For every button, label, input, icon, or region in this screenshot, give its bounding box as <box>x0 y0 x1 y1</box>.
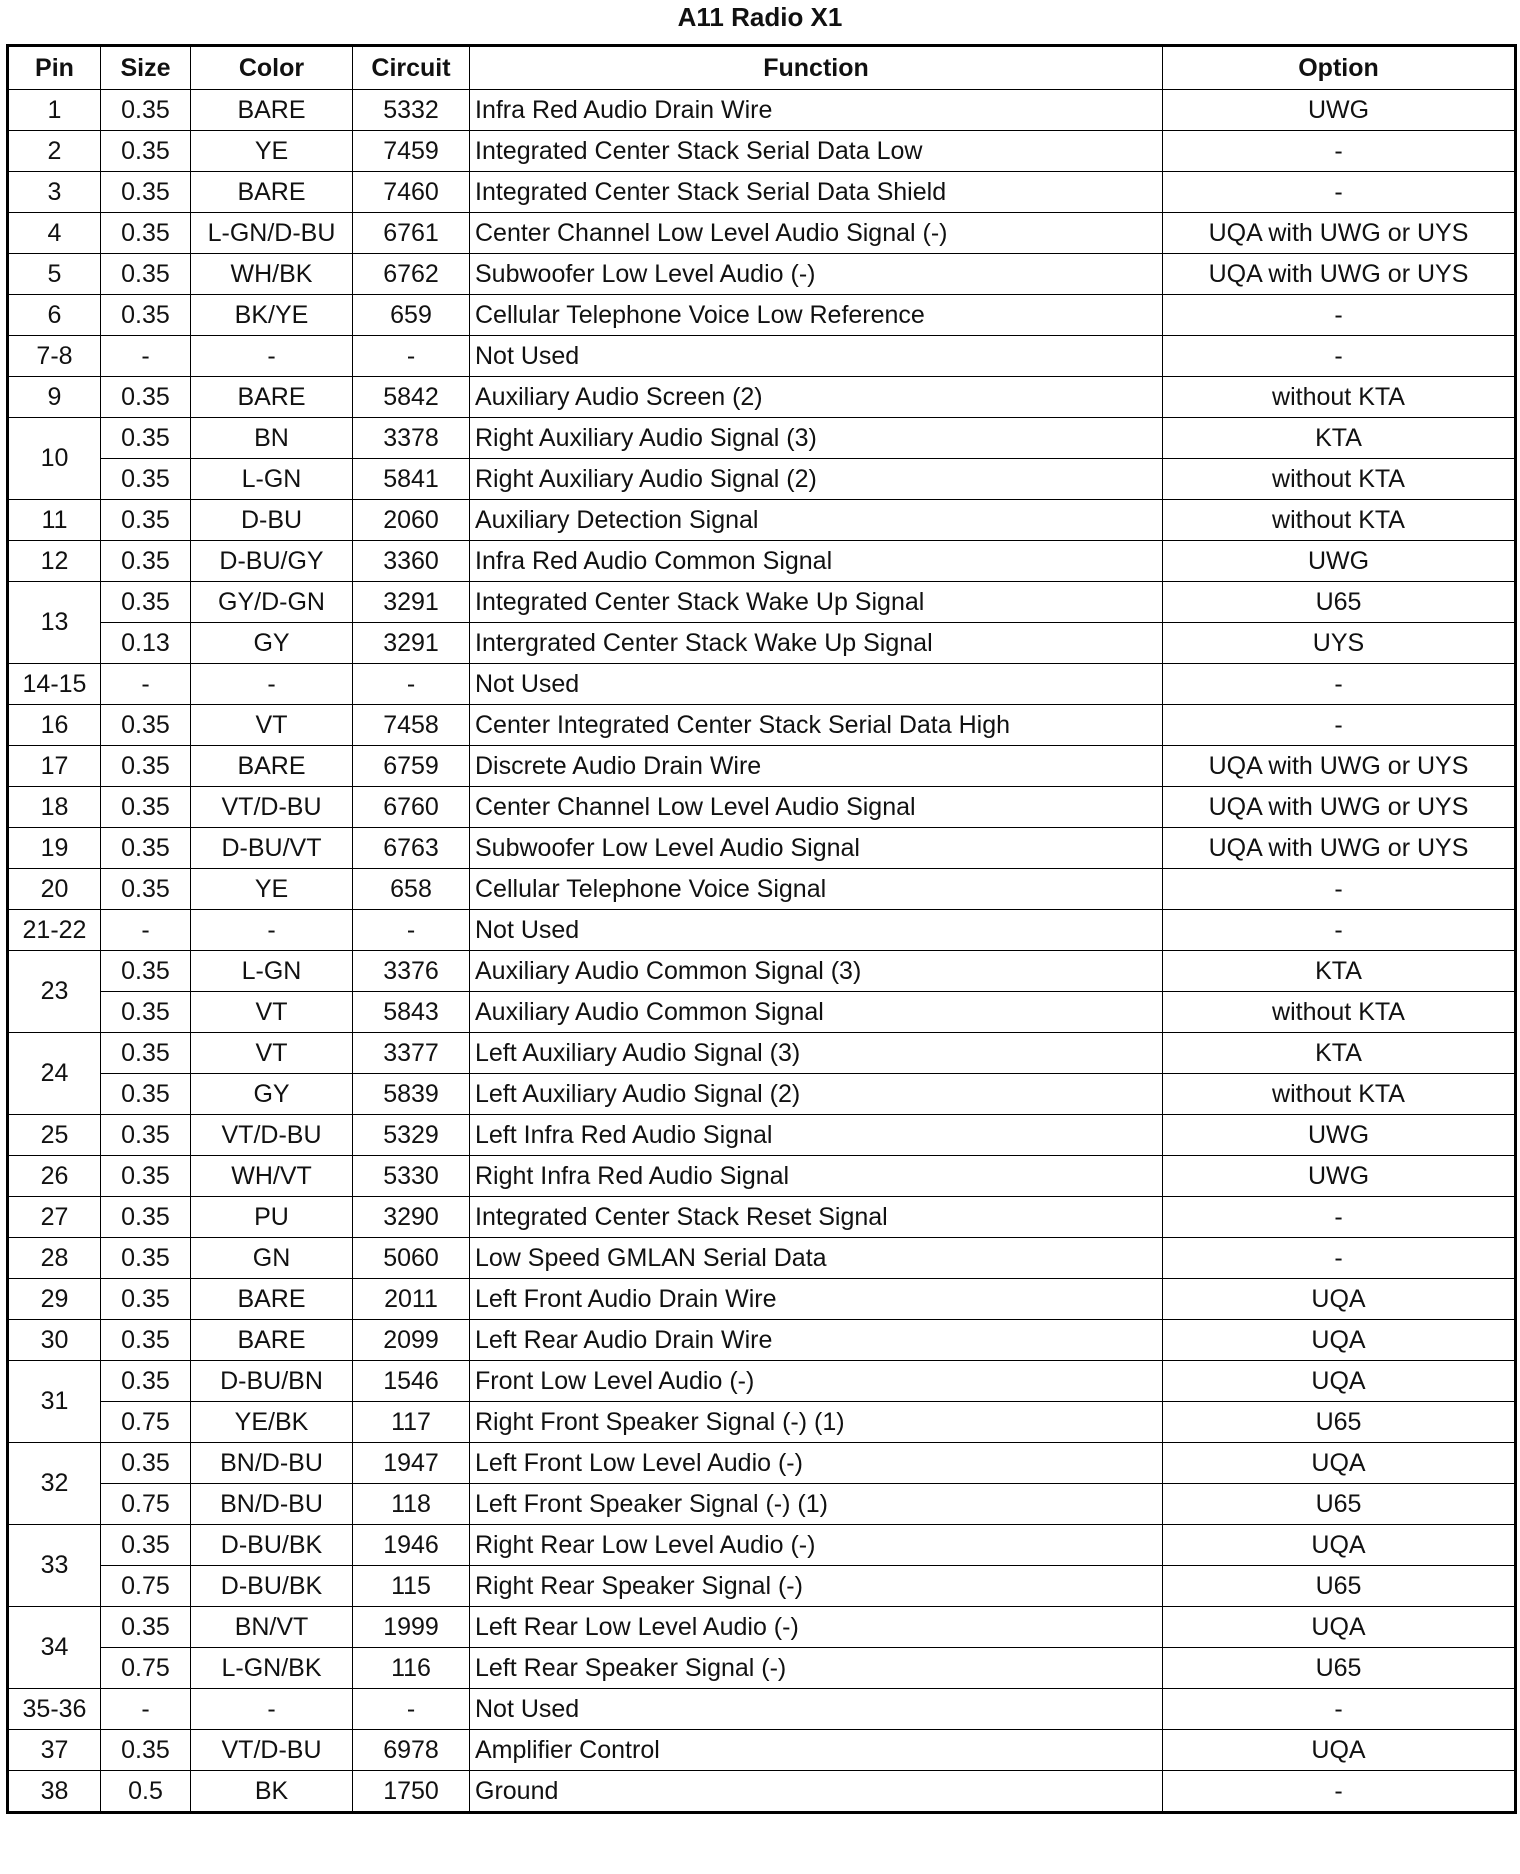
table-row <box>8 1525 1516 1566</box>
option-cell: UQA with UWG or UYS <box>1163 746 1516 787</box>
size-cell: 0.5 <box>101 1771 191 1813</box>
circuit-cell: - <box>353 664 470 705</box>
table-row <box>8 295 1516 336</box>
color-cell: VT/D-BU <box>191 1115 353 1156</box>
function-cell: Left Rear Audio Drain Wire <box>470 1320 1163 1361</box>
option-cell: KTA <box>1163 1033 1516 1074</box>
option-cell: UQA <box>1163 1607 1516 1648</box>
circuit-cell: 6759 <box>353 746 470 787</box>
circuit-cell: 5330 <box>353 1156 470 1197</box>
function-cell: Not Used <box>470 336 1163 377</box>
pin-cell: 34 <box>8 1607 101 1689</box>
table-row <box>8 172 1516 213</box>
table-row <box>8 1730 1516 1771</box>
size-cell: 0.35 <box>101 1074 191 1115</box>
option-cell: UQA <box>1163 1361 1516 1402</box>
option-cell: UWG <box>1163 90 1516 131</box>
function-cell: Auxiliary Audio Common Signal <box>470 992 1163 1033</box>
option-cell: UQA <box>1163 1443 1516 1484</box>
circuit-cell: 2011 <box>353 1279 470 1320</box>
circuit-cell: 3290 <box>353 1197 470 1238</box>
pin-cell: 12 <box>8 541 101 582</box>
circuit-cell: - <box>353 336 470 377</box>
circuit-cell: 118 <box>353 1484 470 1525</box>
option-cell: UQA <box>1163 1320 1516 1361</box>
function-cell: Ground <box>470 1771 1163 1813</box>
size-cell: 0.35 <box>101 787 191 828</box>
size-cell: 0.35 <box>101 1730 191 1771</box>
pin-cell: 38 <box>8 1771 101 1813</box>
page-title: A11 Radio X1 <box>677 2 843 32</box>
function-cell: Left Rear Low Level Audio (-) <box>470 1607 1163 1648</box>
color-cell: BARE <box>191 90 353 131</box>
size-cell: 0.75 <box>101 1648 191 1689</box>
size-cell: 0.13 <box>101 623 191 664</box>
option-cell: without KTA <box>1163 1074 1516 1115</box>
function-cell: Cellular Telephone Voice Signal <box>470 869 1163 910</box>
pin-cell: 35-36 <box>8 1689 101 1730</box>
table-row <box>8 1607 1516 1648</box>
function-cell: Auxiliary Audio Screen (2) <box>470 377 1163 418</box>
color-cell: L-GN <box>191 951 353 992</box>
function-cell: Discrete Audio Drain Wire <box>470 746 1163 787</box>
color-cell: BARE <box>191 172 353 213</box>
header-color: Color <box>191 46 353 90</box>
table-row <box>8 828 1516 869</box>
table-row <box>8 1115 1516 1156</box>
color-cell: VT/D-BU <box>191 1730 353 1771</box>
pin-cell: 28 <box>8 1238 101 1279</box>
size-cell: 0.35 <box>101 541 191 582</box>
table-row <box>8 1197 1516 1238</box>
size-cell: 0.75 <box>101 1402 191 1443</box>
table-row <box>8 787 1516 828</box>
function-cell: Left Front Low Level Audio (-) <box>470 1443 1163 1484</box>
size-cell: 0.35 <box>101 254 191 295</box>
size-cell: 0.75 <box>101 1484 191 1525</box>
table-row <box>8 910 1516 951</box>
color-cell: VT/D-BU <box>191 787 353 828</box>
size-cell: - <box>101 1689 191 1730</box>
table-row <box>8 131 1516 172</box>
table-row <box>8 1238 1516 1279</box>
pin-cell: 3 <box>8 172 101 213</box>
option-cell: U65 <box>1163 1402 1516 1443</box>
pin-cell: 32 <box>8 1443 101 1525</box>
function-cell: Left Auxiliary Audio Signal (2) <box>470 1074 1163 1115</box>
color-cell: D-BU/GY <box>191 541 353 582</box>
color-cell: - <box>191 910 353 951</box>
size-cell: 0.35 <box>101 1197 191 1238</box>
circuit-cell: 1946 <box>353 1525 470 1566</box>
color-cell: D-BU/BN <box>191 1361 353 1402</box>
option-cell: - <box>1163 1238 1516 1279</box>
function-cell: Integrated Center Stack Wake Up Signal <box>470 582 1163 623</box>
color-cell: - <box>191 664 353 705</box>
pin-cell: 37 <box>8 1730 101 1771</box>
pin-cell: 33 <box>8 1525 101 1607</box>
circuit-cell: 6762 <box>353 254 470 295</box>
circuit-cell: 5060 <box>353 1238 470 1279</box>
color-cell: BN/D-BU <box>191 1484 353 1525</box>
function-cell: Not Used <box>470 664 1163 705</box>
size-cell: 0.35 <box>101 582 191 623</box>
table-row <box>8 1156 1516 1197</box>
table-header-row <box>8 46 1516 90</box>
option-cell: UQA with UWG or UYS <box>1163 213 1516 254</box>
circuit-cell: 2099 <box>353 1320 470 1361</box>
size-cell: - <box>101 664 191 705</box>
function-cell: Infra Red Audio Drain Wire <box>470 90 1163 131</box>
circuit-cell: 5839 <box>353 1074 470 1115</box>
color-cell: PU <box>191 1197 353 1238</box>
size-cell: 0.35 <box>101 1525 191 1566</box>
option-cell: UQA <box>1163 1730 1516 1771</box>
color-cell: GY/D-GN <box>191 582 353 623</box>
function-cell: Low Speed GMLAN Serial Data <box>470 1238 1163 1279</box>
size-cell: 0.35 <box>101 172 191 213</box>
function-cell: Center Integrated Center Stack Serial Data High <box>470 705 1163 746</box>
color-cell: - <box>191 336 353 377</box>
function-cell: Center Channel Low Level Audio Signal <box>470 787 1163 828</box>
function-cell: Subwoofer Low Level Audio Signal <box>470 828 1163 869</box>
size-cell: 0.35 <box>101 1320 191 1361</box>
color-cell: BK <box>191 1771 353 1813</box>
circuit-cell: 6761 <box>353 213 470 254</box>
option-cell: U65 <box>1163 1484 1516 1525</box>
pin-cell: 9 <box>8 377 101 418</box>
function-cell: Right Auxiliary Audio Signal (3) <box>470 418 1163 459</box>
pin-cell: 4 <box>8 213 101 254</box>
circuit-cell: 116 <box>353 1648 470 1689</box>
circuit-cell: 117 <box>353 1402 470 1443</box>
function-cell: Left Rear Speaker Signal (-) <box>470 1648 1163 1689</box>
circuit-cell: 3378 <box>353 418 470 459</box>
connector-pinout-table <box>6 44 1517 1814</box>
color-cell: D-BU/BK <box>191 1525 353 1566</box>
color-cell: BARE <box>191 746 353 787</box>
option-cell: - <box>1163 1689 1516 1730</box>
color-cell: WH/BK <box>191 254 353 295</box>
size-cell: 0.35 <box>101 418 191 459</box>
table-row <box>8 1648 1516 1689</box>
pin-cell: 21-22 <box>8 910 101 951</box>
table-row <box>8 459 1516 500</box>
option-cell: KTA <box>1163 951 1516 992</box>
size-cell: 0.35 <box>101 1607 191 1648</box>
option-cell: UQA <box>1163 1279 1516 1320</box>
table-row <box>8 1771 1516 1813</box>
option-cell: KTA <box>1163 418 1516 459</box>
color-cell: L-GN/BK <box>191 1648 353 1689</box>
circuit-cell: 2060 <box>353 500 470 541</box>
circuit-cell: 6978 <box>353 1730 470 1771</box>
table-row <box>8 1566 1516 1607</box>
option-cell: UQA with UWG or UYS <box>1163 828 1516 869</box>
size-cell: 0.35 <box>101 951 191 992</box>
circuit-cell: 7460 <box>353 172 470 213</box>
function-cell: Integrated Center Stack Serial Data Shield <box>470 172 1163 213</box>
color-cell: BN <box>191 418 353 459</box>
table-row <box>8 1402 1516 1443</box>
pin-cell: 30 <box>8 1320 101 1361</box>
pin-cell: 18 <box>8 787 101 828</box>
table-row <box>8 951 1516 992</box>
table-row <box>8 1443 1516 1484</box>
table-row <box>8 213 1516 254</box>
circuit-cell: 5332 <box>353 90 470 131</box>
circuit-cell: 3377 <box>353 1033 470 1074</box>
option-cell: UYS <box>1163 623 1516 664</box>
color-cell: D-BU/BK <box>191 1566 353 1607</box>
table-row <box>8 1279 1516 1320</box>
color-cell: GY <box>191 1074 353 1115</box>
function-cell: Center Channel Low Level Audio Signal (-) <box>470 213 1163 254</box>
function-cell: Integrated Center Stack Serial Data Low <box>470 131 1163 172</box>
circuit-cell: 658 <box>353 869 470 910</box>
table-row <box>8 254 1516 295</box>
color-cell: YE/BK <box>191 1402 353 1443</box>
circuit-cell: 1750 <box>353 1771 470 1813</box>
color-cell: VT <box>191 1033 353 1074</box>
table-row <box>8 992 1516 1033</box>
function-cell: Right Infra Red Audio Signal <box>470 1156 1163 1197</box>
table-body <box>8 90 1516 1813</box>
color-cell: BARE <box>191 377 353 418</box>
size-cell: 0.35 <box>101 1279 191 1320</box>
color-cell: GY <box>191 623 353 664</box>
circuit-cell: 115 <box>353 1566 470 1607</box>
option-cell: U65 <box>1163 1648 1516 1689</box>
function-cell: Left Auxiliary Audio Signal (3) <box>470 1033 1163 1074</box>
pin-cell: 16 <box>8 705 101 746</box>
size-cell: 0.35 <box>101 1115 191 1156</box>
color-cell: D-BU/VT <box>191 828 353 869</box>
pin-cell: 2 <box>8 131 101 172</box>
pin-cell: 14-15 <box>8 664 101 705</box>
circuit-cell: 1546 <box>353 1361 470 1402</box>
pin-cell: 25 <box>8 1115 101 1156</box>
table-row <box>8 336 1516 377</box>
pin-cell: 17 <box>8 746 101 787</box>
circuit-cell: 7458 <box>353 705 470 746</box>
header-pin: Pin <box>8 46 101 90</box>
function-cell: Left Infra Red Audio Signal <box>470 1115 1163 1156</box>
size-cell: 0.75 <box>101 1566 191 1607</box>
circuit-cell: 6763 <box>353 828 470 869</box>
header-function: Function <box>470 46 1163 90</box>
color-cell: GN <box>191 1238 353 1279</box>
option-cell: - <box>1163 910 1516 951</box>
size-cell: 0.35 <box>101 377 191 418</box>
size-cell: - <box>101 910 191 951</box>
pin-cell: 29 <box>8 1279 101 1320</box>
circuit-cell: 1947 <box>353 1443 470 1484</box>
color-cell: BK/YE <box>191 295 353 336</box>
option-cell: - <box>1163 131 1516 172</box>
table-row <box>8 1361 1516 1402</box>
pin-cell: 20 <box>8 869 101 910</box>
function-cell: Left Front Speaker Signal (-) (1) <box>470 1484 1163 1525</box>
table-row <box>8 1484 1516 1525</box>
size-cell: 0.35 <box>101 90 191 131</box>
table-row <box>8 500 1516 541</box>
option-cell: - <box>1163 869 1516 910</box>
table-row <box>8 869 1516 910</box>
option-cell: UWG <box>1163 1156 1516 1197</box>
table-row <box>8 1033 1516 1074</box>
option-cell: - <box>1163 295 1516 336</box>
option-cell: U65 <box>1163 582 1516 623</box>
table-row <box>8 377 1516 418</box>
color-cell: YE <box>191 131 353 172</box>
size-cell: 0.35 <box>101 828 191 869</box>
color-cell: BN/VT <box>191 1607 353 1648</box>
option-cell: - <box>1163 705 1516 746</box>
option-cell: U65 <box>1163 1566 1516 1607</box>
pin-cell: 13 <box>8 582 101 664</box>
function-cell: Intergrated Center Stack Wake Up Signal <box>470 623 1163 664</box>
function-cell: Front Low Level Audio (-) <box>470 1361 1163 1402</box>
size-cell: 0.35 <box>101 1238 191 1279</box>
table-row <box>8 705 1516 746</box>
option-cell: UWG <box>1163 541 1516 582</box>
pin-cell: 7-8 <box>8 336 101 377</box>
pin-cell: 24 <box>8 1033 101 1115</box>
pin-cell: 10 <box>8 418 101 500</box>
size-cell: 0.35 <box>101 869 191 910</box>
option-cell: UQA with UWG or UYS <box>1163 787 1516 828</box>
table-row <box>8 541 1516 582</box>
circuit-cell: 5329 <box>353 1115 470 1156</box>
circuit-cell: 3291 <box>353 623 470 664</box>
function-cell: Amplifier Control <box>470 1730 1163 1771</box>
header-size: Size <box>101 46 191 90</box>
function-cell: Right Auxiliary Audio Signal (2) <box>470 459 1163 500</box>
color-cell: L-GN/D-BU <box>191 213 353 254</box>
header-circuit: Circuit <box>353 46 470 90</box>
size-cell: 0.35 <box>101 1156 191 1197</box>
circuit-cell: 659 <box>353 295 470 336</box>
option-cell: - <box>1163 664 1516 705</box>
size-cell: 0.35 <box>101 992 191 1033</box>
circuit-cell: - <box>353 1689 470 1730</box>
size-cell: 0.35 <box>101 705 191 746</box>
color-cell: BN/D-BU <box>191 1443 353 1484</box>
table-row <box>8 1320 1516 1361</box>
circuit-cell: 5843 <box>353 992 470 1033</box>
option-cell: UWG <box>1163 1115 1516 1156</box>
pin-cell: 23 <box>8 951 101 1033</box>
color-cell: VT <box>191 705 353 746</box>
color-cell: L-GN <box>191 459 353 500</box>
size-cell: 0.35 <box>101 1033 191 1074</box>
circuit-cell: 5842 <box>353 377 470 418</box>
option-cell: without KTA <box>1163 500 1516 541</box>
color-cell: WH/VT <box>191 1156 353 1197</box>
size-cell: 0.35 <box>101 131 191 172</box>
table-row <box>8 1074 1516 1115</box>
option-cell: UQA <box>1163 1525 1516 1566</box>
pin-cell: 31 <box>8 1361 101 1443</box>
option-cell: UQA with UWG or UYS <box>1163 254 1516 295</box>
table-row <box>8 664 1516 705</box>
table-row <box>8 746 1516 787</box>
function-cell: Infra Red Audio Common Signal <box>470 541 1163 582</box>
pin-cell: 5 <box>8 254 101 295</box>
circuit-cell: 5841 <box>353 459 470 500</box>
function-cell: Auxiliary Detection Signal <box>470 500 1163 541</box>
option-cell: without KTA <box>1163 377 1516 418</box>
circuit-cell: 6760 <box>353 787 470 828</box>
color-cell: D-BU <box>191 500 353 541</box>
circuit-cell: 3360 <box>353 541 470 582</box>
size-cell: 0.35 <box>101 213 191 254</box>
header-option: Option <box>1163 46 1516 90</box>
circuit-cell: 3291 <box>353 582 470 623</box>
option-cell: - <box>1163 172 1516 213</box>
pin-cell: 27 <box>8 1197 101 1238</box>
option-cell: - <box>1163 1771 1516 1813</box>
function-cell: Integrated Center Stack Reset Signal <box>470 1197 1163 1238</box>
size-cell: - <box>101 336 191 377</box>
option-cell: - <box>1163 1197 1516 1238</box>
function-cell: Auxiliary Audio Common Signal (3) <box>470 951 1163 992</box>
size-cell: 0.35 <box>101 295 191 336</box>
size-cell: 0.35 <box>101 459 191 500</box>
function-cell: Cellular Telephone Voice Low Reference <box>470 295 1163 336</box>
pin-cell: 19 <box>8 828 101 869</box>
pin-cell: 26 <box>8 1156 101 1197</box>
size-cell: 0.35 <box>101 1361 191 1402</box>
function-cell: Left Front Audio Drain Wire <box>470 1279 1163 1320</box>
color-cell: BARE <box>191 1279 353 1320</box>
option-cell: without KTA <box>1163 459 1516 500</box>
color-cell: VT <box>191 992 353 1033</box>
pin-cell: 1 <box>8 90 101 131</box>
function-cell: Right Rear Speaker Signal (-) <box>470 1566 1163 1607</box>
size-cell: 0.35 <box>101 746 191 787</box>
circuit-cell: 7459 <box>353 131 470 172</box>
size-cell: 0.35 <box>101 500 191 541</box>
table-row <box>8 623 1516 664</box>
color-cell: BARE <box>191 1320 353 1361</box>
pin-cell: 6 <box>8 295 101 336</box>
function-cell: Not Used <box>470 910 1163 951</box>
circuit-cell: - <box>353 910 470 951</box>
function-cell: Not Used <box>470 1689 1163 1730</box>
table-row <box>8 90 1516 131</box>
function-cell: Subwoofer Low Level Audio (-) <box>470 254 1163 295</box>
size-cell: 0.35 <box>101 1443 191 1484</box>
color-cell: YE <box>191 869 353 910</box>
color-cell: - <box>191 1689 353 1730</box>
option-cell: without KTA <box>1163 992 1516 1033</box>
table-row <box>8 582 1516 623</box>
option-cell: - <box>1163 336 1516 377</box>
function-cell: Right Rear Low Level Audio (-) <box>470 1525 1163 1566</box>
function-cell: Right Front Speaker Signal (-) (1) <box>470 1402 1163 1443</box>
circuit-cell: 1999 <box>353 1607 470 1648</box>
pin-cell: 11 <box>8 500 101 541</box>
circuit-cell: 3376 <box>353 951 470 992</box>
table-row <box>8 418 1516 459</box>
table-row <box>8 1689 1516 1730</box>
